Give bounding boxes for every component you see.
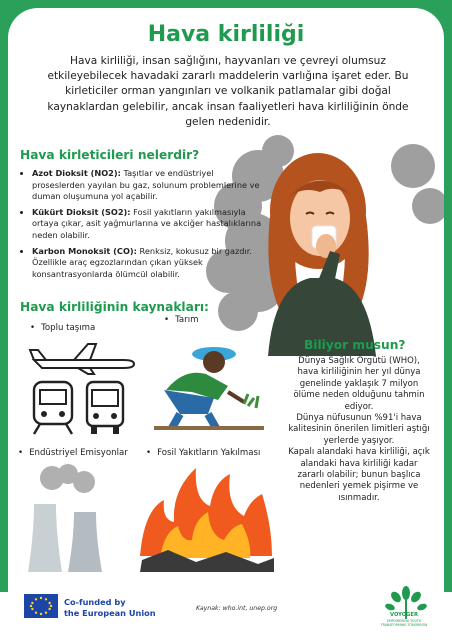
pollutant-name: Kükürt Dioksit (SO2):	[32, 206, 131, 217]
list-item	[32, 246, 264, 281]
eu-flag-icon	[24, 594, 58, 618]
pollutant-name: Karbon Monoksit (CO):	[32, 245, 137, 256]
intro-paragraph: Hava kirliliği, insan sağlığını, hayvanları ve çevreyi olumsuz etkileyebilecek havadaki zararlı maddelerin varlığına işaret eder. Bu kirleticiler orman yangınları ve volkanik patlamalar gibi doğal kaynaklardan gelebilir, ancak insan faaliyetleri hava kirliliğinin önde gelen nedenidir.	[47, 55, 409, 128]
source-citation: Kaynak: who.int, unep.org	[196, 605, 278, 612]
bus-icon	[84, 380, 126, 436]
factory-chimney-icon	[22, 464, 110, 574]
source-industry-label: • Endüstriyel Emisyonlar	[18, 448, 128, 458]
source-fossil-label: • Fosil Yakıtların Yakılması	[146, 448, 260, 458]
list-item	[32, 207, 264, 242]
pollutants-list	[18, 168, 264, 284]
train-icon	[30, 380, 76, 436]
sources-heading: Hava kirliliğinin kaynakları:	[20, 300, 209, 314]
fact-paragraph: Kapalı alandaki hava kirliliği, açık alandaki hava kirliliği kadar zararlı olabilir; bunun başlıca nedenleri yemek pişirme ve ısınmadır.	[288, 447, 430, 503]
pollutant-text: Renksiz, kokusuz bir gazdır. Özellikle araç egzozlarından çıkan yüksek konsantrasyonlarda ölümcül olabilir.	[32, 245, 252, 279]
page-title: Hava kirliliği	[147, 22, 305, 47]
logo-name: VOYOGER	[390, 612, 418, 618]
list-item	[32, 168, 264, 203]
pollutants-heading: Hava kirleticileri nelerdir?	[20, 148, 200, 162]
fact-paragraph: Dünya nüfusunun %91'i hava kalitesinin önerilen limitleri aştığı yerlerde yaşıyor.	[288, 413, 430, 446]
facts-text	[288, 356, 430, 504]
logo-tagline: EMPOWERING YOUTH TRANSFORMING TOMORROW	[380, 619, 428, 627]
facts-heading: Biliyor musun?	[304, 338, 406, 352]
pollutant-text: Fosil yakıtların yakılmasıyla ortaya çıkar, asit yağmurlarına ve akciğer hastalıklarına neden olabilir.	[32, 206, 262, 240]
fact-paragraph: Dünya Sağlık Örgütü (WHO), hava kirliliğinin her yıl dünya genelinde yaklaşık 7 milyon ölüme neden olduğunu tahmin ediyor.	[293, 356, 425, 412]
pollutant-text: Taşıtlar ve endüstriyel proseslerden yayılan bu gaz, solunum problemlerine ve duman oluşumuna yol açabilir.	[32, 168, 260, 202]
pollutant-name: Azot Dioksit (NO2):	[32, 168, 121, 178]
eu-funding-label	[64, 597, 156, 619]
source-agriculture-label: • Tarım	[164, 315, 198, 325]
poster-card	[8, 8, 444, 592]
airplane-icon	[28, 340, 138, 374]
source-transport-label: • Toplu taşıma	[30, 323, 95, 333]
farmer-illustration	[144, 342, 274, 434]
eu-line-1: Co-funded by	[64, 597, 126, 607]
eu-line-2: the European Union	[64, 608, 156, 618]
fire-illustration	[134, 460, 280, 574]
